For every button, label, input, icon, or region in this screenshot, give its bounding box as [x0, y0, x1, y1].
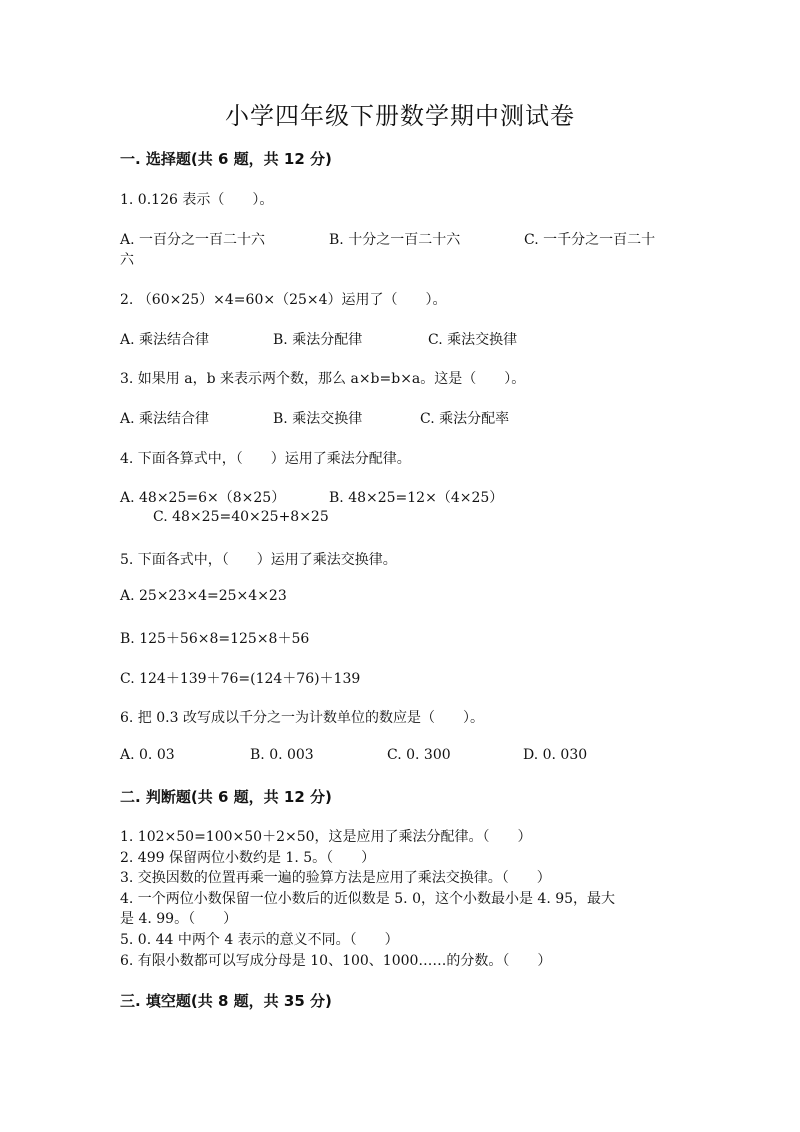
judgement-item-4: 4. 一个两位小数保留一位小数后的近似数是 5. 0，这个小数最小是 4. 95，最大 — [120, 891, 616, 907]
exam-title: 小学四年级下册数学期中测试卷 — [225, 102, 575, 130]
question-6-stem: 6. 把 0.3 改写成以千分之一为计数单位的数应是（ ）。 — [120, 710, 484, 726]
question-5-option-b: B. 125＋56×8=125×8＋56 — [120, 631, 310, 647]
question-2-option-c: C. 乘法交换律 — [428, 332, 518, 348]
question-3-option-a: A. 乘法结合律 — [120, 411, 210, 427]
section-header-judgement: 二. 判断题(共 6 题，共 12 分) — [120, 788, 332, 806]
question-6-option-a: A. 0. 03 — [120, 747, 175, 763]
question-1-stem: 1. 0.126 表示（ ）。 — [120, 192, 274, 208]
question-5-option-a: A. 25×23×4=25×4×23 — [120, 588, 287, 604]
question-6-option-d: D. 0. 030 — [523, 747, 588, 763]
question-6-option-b: B. 0. 003 — [250, 747, 314, 763]
question-1-option-a: A. 一百分之一百二十六 — [120, 232, 266, 248]
question-3-option-b: B. 乘法交换律 — [273, 411, 363, 427]
question-6-option-c: C. 0. 300 — [387, 747, 451, 763]
question-1-option-c-wrap: 六 — [120, 252, 134, 268]
judgement-item-6: 6. 有限小数都可以写成分母是 10、100、1000……的分数。（ ） — [120, 953, 552, 969]
question-5-option-c: C. 124＋139＋76=(124＋76)＋139 — [120, 671, 361, 687]
judgement-item-3: 3. 交换因数的位置再乘一遍的验算方法是应用了乘法交换律。（ ） — [120, 870, 551, 886]
question-3-option-c: C. 乘法分配率 — [420, 411, 510, 427]
question-2-stem: 2. （60×25）×4=60×（25×4）运用了（ ）。 — [120, 292, 447, 308]
judgement-item-4-wrap: 是 4. 99。（ ） — [120, 911, 238, 927]
question-3-stem: 3. 如果用 a，b 来表示两个数，那么 a×b=b×a。这是（ ）。 — [120, 371, 526, 387]
question-2-option-b: B. 乘法分配律 — [273, 332, 363, 348]
question-4-option-c: C. 48×25=40×25+8×25 — [153, 509, 329, 525]
question-4-stem: 4. 下面各算式中，（ ）运用了乘法分配律。 — [120, 451, 411, 467]
question-4-option-a: A. 48×25=6×（8×25） — [120, 490, 286, 506]
section-header-fill-blank: 三. 填空题(共 8 题，共 35 分) — [120, 992, 332, 1010]
judgement-item-2: 2. 499 保留两位小数约是 1. 5。（ ） — [120, 850, 376, 866]
question-1-option-b: B. 十分之一百二十六 — [329, 232, 461, 248]
question-1-option-c: C. 一千分之一百二十 — [524, 232, 656, 248]
section-header-choice: 一. 选择题(共 6 题，共 12 分) — [120, 150, 332, 168]
judgement-item-5: 5. 0. 44 中两个 4 表示的意义不同。（ ） — [120, 932, 399, 948]
judgement-item-1: 1. 102×50=100×50＋2×50，这是应用了乘法分配律。（ ） — [120, 829, 532, 845]
question-2-option-a: A. 乘法结合律 — [120, 332, 210, 348]
question-5-stem: 5. 下面各式中，（ ）运用了乘法交换律。 — [120, 552, 397, 568]
question-4-option-b: B. 48×25=12×（4×25） — [329, 490, 504, 506]
